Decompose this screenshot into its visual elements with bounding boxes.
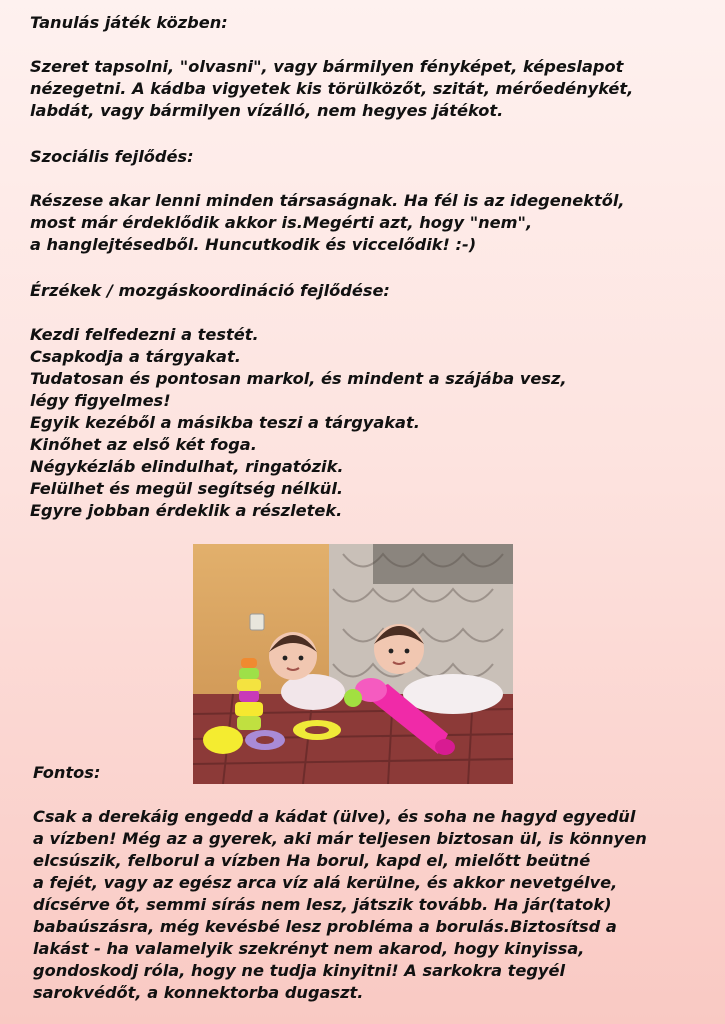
section-senses-motor-development: [30, 280, 567, 522]
section-heading: Tanulás játék közben:: [30, 13, 228, 32]
text-line: a vízben! Még az a gyerek, aki már teljesen biztosan ül, is könnyen: [33, 829, 647, 848]
text-line: nézegetni. A kádba vigyetek kis törülközőt, szitát, mérőedénykét,: [30, 79, 634, 98]
text-line: a fejét, vagy az egész arca víz alá kerülne, és akkor nevetgélve,: [33, 873, 618, 892]
text-line: labdát, vagy bármilyen vízálló, nem hegyes játékot.: [30, 101, 504, 120]
text-line: elcsúszik, felborul a vízben Ha borul, kapd el, mielőtt beütné: [33, 851, 591, 870]
text-line: a hanglejtésedből. Huncutkodik és viccelődik! :-): [30, 235, 477, 254]
text-line: Felülhet és megül segítség nélkül.: [30, 479, 344, 498]
text-line: légy figyelmes!: [30, 391, 171, 410]
text-line: [30, 34, 633, 56]
text-line: Egyre jobban érdeklik a részletek.: [30, 501, 343, 520]
section-learning-through-play: [30, 12, 633, 122]
text-line: [33, 784, 647, 806]
text-line: Csak a derekáig engedd a kádat (ülve), és soha ne hagyd egyedül: [33, 807, 636, 826]
text-line: babaúszásra, még kevésbé lesz probléma a borulás.Biztosítsd a: [33, 917, 617, 936]
text-line: Tudatosan és pontosan markol, és mindent a szájába vesz,: [30, 369, 567, 388]
text-line: most már érdeklődik akkor is.Megérti azt, hogy "nem",: [30, 213, 533, 232]
text-line: Szeret tapsolni, "olvasni", vagy bármilyen fényképet, képeslapot: [30, 57, 624, 76]
photo-illustration: [193, 544, 513, 784]
text-line: sarokvédőt, a konnektorba dugaszt.: [33, 983, 364, 1002]
baby-twins-photo: [193, 544, 513, 784]
text-line: Részese akar lenni minden társaságnak. Ha fél is az idegenektől,: [30, 191, 625, 210]
section-social-development: [30, 146, 625, 256]
text-line: [30, 168, 625, 190]
section-heading: Szociális fejlődés:: [30, 147, 194, 166]
text-line: Csapkodja a tárgyakat.: [30, 347, 241, 366]
text-line: Négykézláb elindulhat, ringatózik.: [30, 457, 344, 476]
section-heading: Érzékek / mozgáskoordináció fejlődése:: [30, 281, 390, 300]
text-line: gondoskodj róla, hogy ne tudja kinyitni! A sarkokra tegyél: [33, 961, 566, 980]
text-line: [30, 302, 567, 324]
text-line: lakást - ha valamelyik szekrényt nem akarod, hogy kinyissa,: [33, 939, 585, 958]
text-line: dícsérve őt, semmi sírás nem lesz, játszik tovább. Ha jár(tatok): [33, 895, 612, 914]
text-line: Egyik kezéből a másikba teszi a tárgyakat.: [30, 413, 420, 432]
text-line: Kinőhet az első két foga.: [30, 435, 257, 454]
text-line: Kezdi felfedezni a testét.: [30, 325, 259, 344]
section-heading: Fontos:: [33, 763, 101, 782]
section-important: [33, 762, 647, 1004]
